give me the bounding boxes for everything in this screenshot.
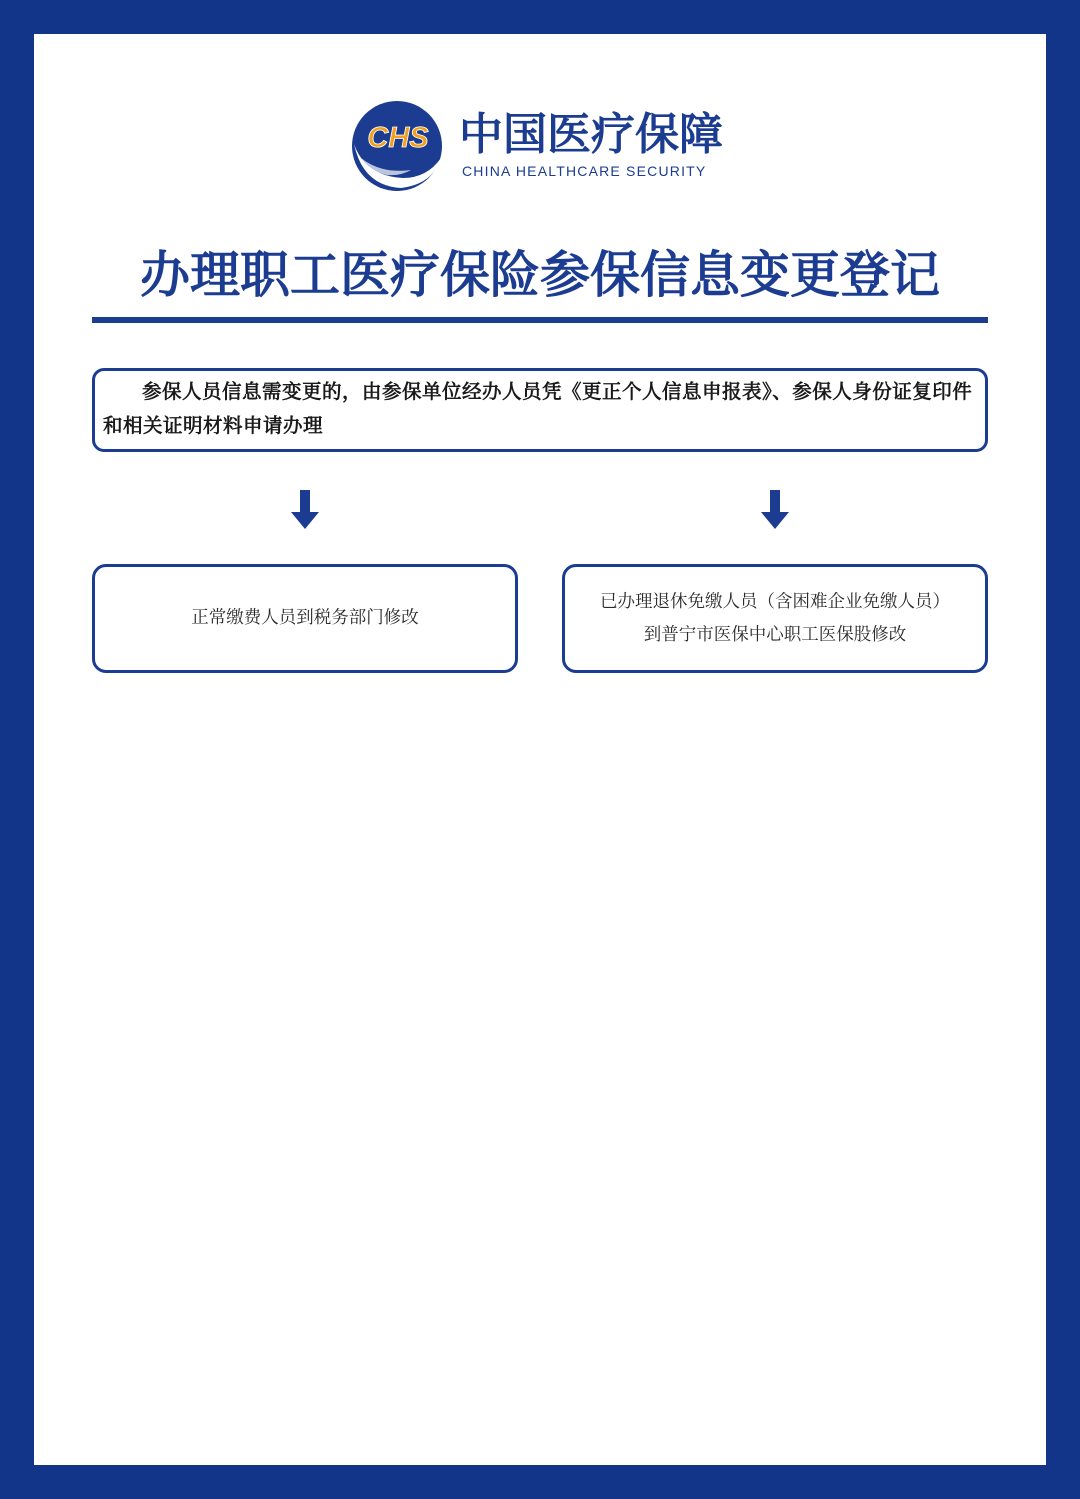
arrow-down-icon: [760, 490, 790, 530]
logo-name-cn: 中国医疗保障: [459, 109, 723, 160]
logo-mark-text: CHS: [367, 122, 429, 154]
intro-box: [92, 368, 988, 452]
branch-text: 到普宁市医保中心职工医保股修改: [643, 624, 907, 645]
arrow-down-icon: [290, 490, 320, 530]
branch-box-medical-insurance-center: [562, 564, 988, 673]
branch-text: 正常缴费人员到税务部门修改: [191, 608, 419, 628]
branch-box-tax-department: [92, 564, 518, 673]
title-underline: [92, 317, 988, 323]
branch-text: 已办理退休免缴人员（含困难企业免缴人员）: [600, 591, 950, 612]
page-title: 办理职工医疗保险参保信息变更登记: [140, 246, 940, 304]
chs-logo-icon: [351, 100, 443, 192]
logo-name-en: CHINA HEALTHCARE SECURITY: [462, 163, 707, 179]
intro-text: 参保人员信息需变更的，由参保单位经办人员凭《更正个人信息申报表》、参保人身份证复印件和相关证明材料申请办理: [103, 380, 973, 437]
